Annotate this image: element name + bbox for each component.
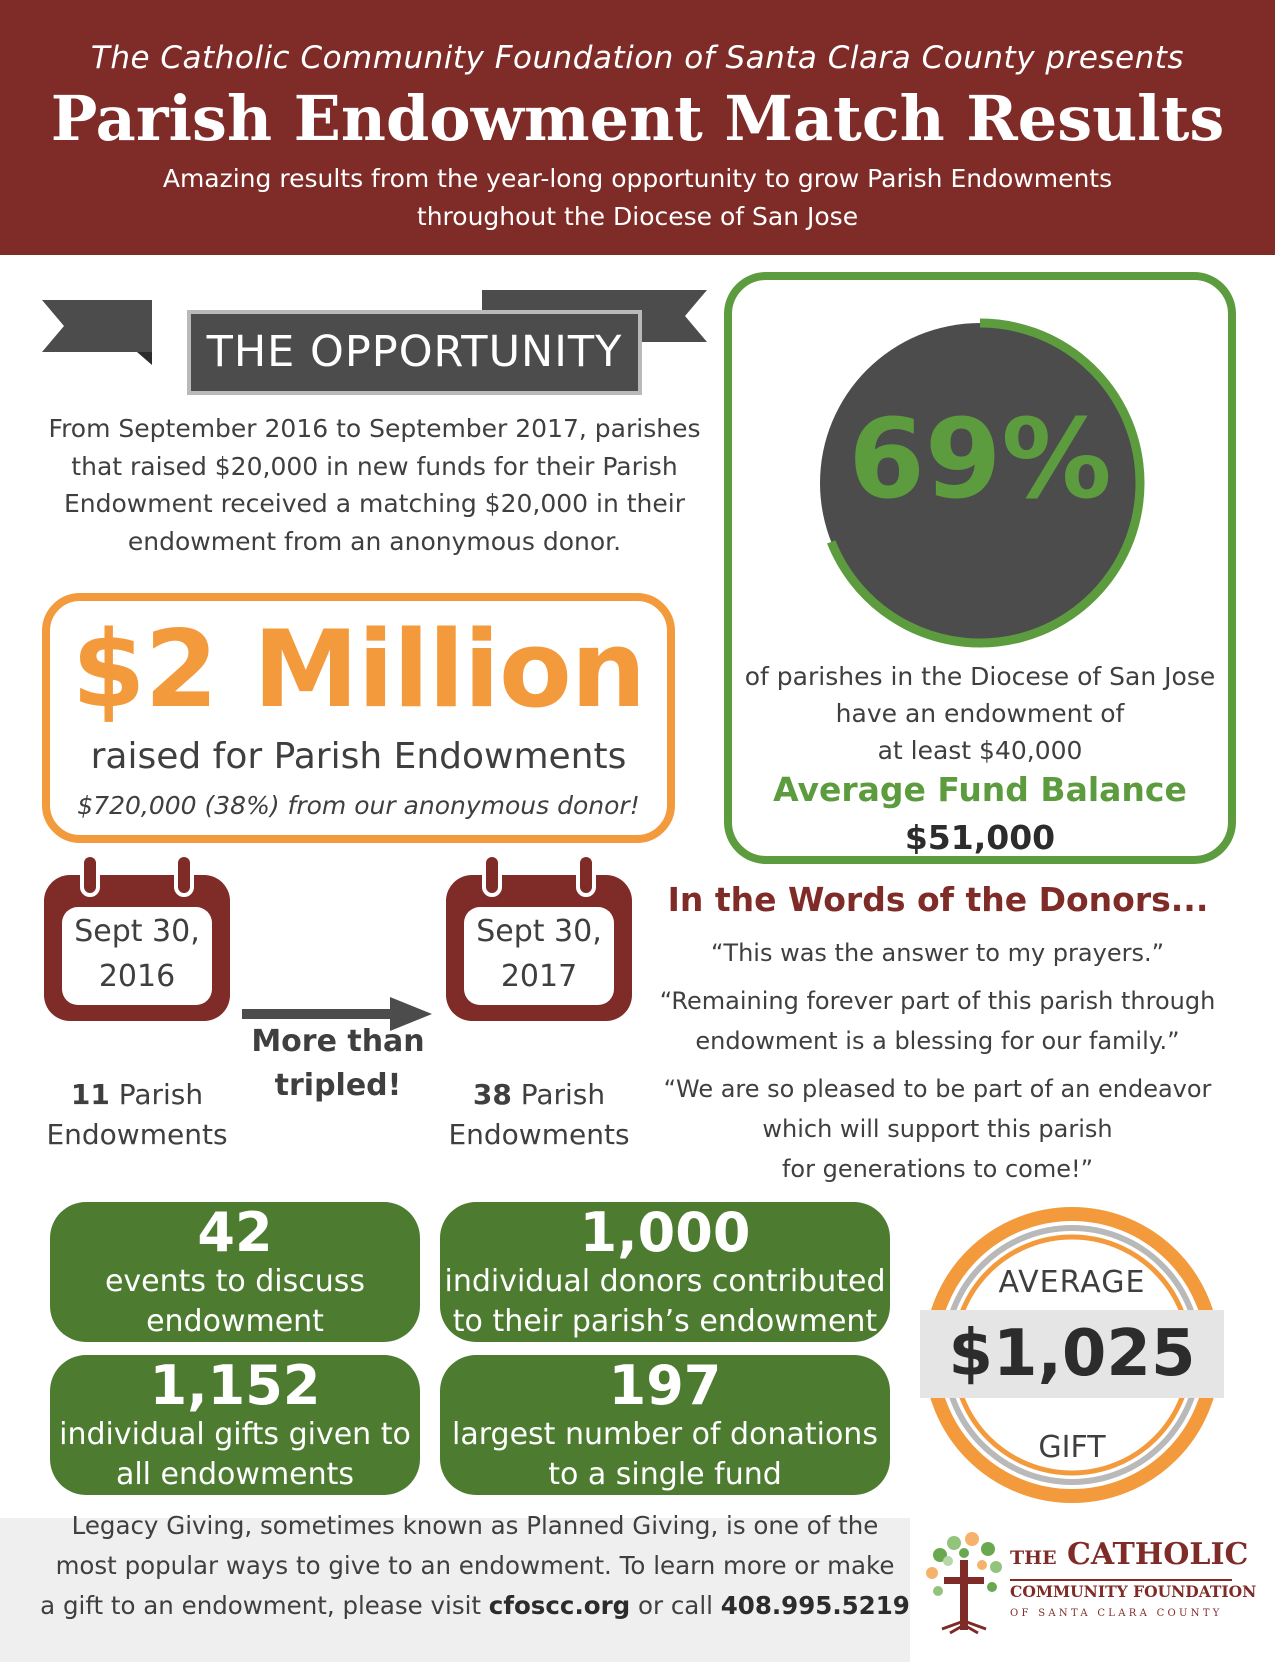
average-gift-top: AVERAGE <box>998 1265 1146 1300</box>
footer-text-span: or call <box>630 1591 721 1620</box>
opportunity-line: that raised $20,000 in new funds for their Parish <box>71 451 678 481</box>
subtitle-line: Amazing results from the year-long opportunity to grow Parish Endowments <box>162 164 1113 193</box>
stat-number: 1,000 <box>579 1201 751 1264</box>
description-line: have an endowment of <box>835 699 1125 728</box>
footer-line: Legacy Giving, sometimes known as Planned Giving, is one of the <box>71 1511 879 1540</box>
stat-number: 197 <box>608 1354 722 1417</box>
average-fund-label: Average Fund Balance <box>773 770 1187 809</box>
calendar-end-icon <box>446 853 632 1021</box>
average-gift-bottom: GIFT <box>1038 1430 1106 1465</box>
stat-events <box>50 1202 420 1342</box>
logo-divider <box>1010 1579 1232 1581</box>
phone-number[interactable]: 408.995.5219 <box>720 1591 910 1620</box>
tree-cross-icon <box>920 1525 1010 1635</box>
million-raised-label: raised for Parish Endowments <box>90 736 627 777</box>
foundation-logo <box>920 1525 1257 1635</box>
footer-line: most popular ways to give to an endowment. To learn more or make <box>55 1551 895 1580</box>
stat-gifts <box>50 1355 420 1495</box>
calendar-start-icon <box>44 853 230 1021</box>
date-line: Sept 30, <box>476 914 602 949</box>
logo-subtitle: COMMUNITY FOUNDATION <box>1010 1582 1257 1601</box>
opportunity-text <box>42 410 707 560</box>
opportunity-line: From September 2016 to September 2017, parishes <box>48 414 701 443</box>
stat-text: endowment <box>146 1304 324 1339</box>
quote-line: “Remaining forever part of this parish through <box>659 987 1216 1015</box>
footer-text <box>40 1506 910 1626</box>
footer-line <box>40 1586 910 1626</box>
quote-line: endowment is a blessing for our family.” <box>695 1027 1180 1055</box>
footer-text-span: a gift to an endowment, please visit <box>40 1591 489 1620</box>
percentage-box <box>724 272 1236 864</box>
stat-text: individual gifts given to <box>59 1417 411 1452</box>
quote-line: which will support this parish <box>762 1115 1113 1143</box>
stat-donors <box>440 1202 890 1342</box>
date-line: Sept 30, <box>74 914 200 949</box>
stat-text: individual donors contributed <box>444 1264 886 1299</box>
end-count-label2: Endowments <box>448 1118 630 1151</box>
logo-catholic: CATHOLIC <box>1067 1537 1249 1572</box>
subtitle-line: throughout the Diocese of San Jose <box>416 202 859 231</box>
description-line: of parishes in the Diocese of San Jose <box>744 662 1216 691</box>
end-count-caption <box>429 1075 649 1155</box>
average-gift-badge <box>922 1205 1222 1505</box>
opportunity-line: Endowment received a matching $20,000 in their <box>63 489 685 518</box>
percentage-description <box>732 658 1228 769</box>
growth-line: tripled! <box>274 1068 402 1103</box>
start-count: 11 <box>70 1078 110 1111</box>
calendar-start-date <box>62 907 212 1005</box>
stat-text: to a single fund <box>548 1457 782 1492</box>
start-count-caption <box>27 1075 247 1155</box>
end-count-label: Parish <box>520 1078 606 1111</box>
average-gift-value: $1,025 <box>920 1310 1224 1398</box>
calendar-end-date <box>464 907 614 1005</box>
page-title: Parish Endowment Match Results <box>50 82 1225 155</box>
page-subtitle <box>0 160 1275 236</box>
percentage-value: 69% <box>848 395 1112 523</box>
average-fund-value: $51,000 <box>904 818 1056 857</box>
quote-1 <box>640 933 1235 973</box>
opportunity-heading: THE OPPORTUNITY <box>187 310 642 395</box>
date-line: 2016 <box>98 959 176 994</box>
stat-number: 1,152 <box>149 1354 321 1417</box>
header-banner <box>0 0 1275 255</box>
quote-3 <box>640 1069 1235 1189</box>
logo-county: OF SANTA CLARA COUNTY <box>1010 1608 1223 1619</box>
logo-title <box>1010 1537 1248 1572</box>
million-donor-note: $720,000 (38%) from our anonymous donor! <box>77 791 640 820</box>
presenter-line: The Catholic Community Foundation of Santa Clara County presents <box>90 40 1185 76</box>
opportunity-line: endowment from an anonymous donor. <box>127 526 622 556</box>
opportunity-banner <box>42 290 707 400</box>
description-line: at least $40,000 <box>877 736 1083 765</box>
quote-line: “This was the answer to my prayers.” <box>710 939 1165 967</box>
stat-largest <box>440 1355 890 1495</box>
start-count-label: Parish <box>118 1078 204 1111</box>
quotes-title: In the Words of the Donors... <box>667 880 1209 919</box>
growth-label <box>238 1020 438 1108</box>
date-line: 2017 <box>500 959 578 994</box>
quote-2 <box>640 981 1235 1061</box>
end-count: 38 <box>472 1078 512 1111</box>
start-count-label2: Endowments <box>46 1118 228 1151</box>
stat-text: events to discuss <box>104 1264 366 1299</box>
million-amount: $2 Million <box>71 608 646 731</box>
stat-text: to their parish’s endowment <box>452 1304 878 1339</box>
growth-line: More than <box>251 1024 425 1059</box>
stat-text: largest number of donations <box>452 1417 878 1452</box>
quote-line: for generations to come!” <box>781 1155 1094 1183</box>
logo-the: THE <box>1010 1547 1057 1569</box>
stat-text: all endowments <box>115 1457 355 1492</box>
million-raised-box <box>42 593 675 843</box>
website-link[interactable]: cfoscc.org <box>488 1591 631 1620</box>
quote-line: “We are so pleased to be part of an endeavor <box>663 1075 1212 1103</box>
stat-number: 42 <box>197 1201 273 1264</box>
